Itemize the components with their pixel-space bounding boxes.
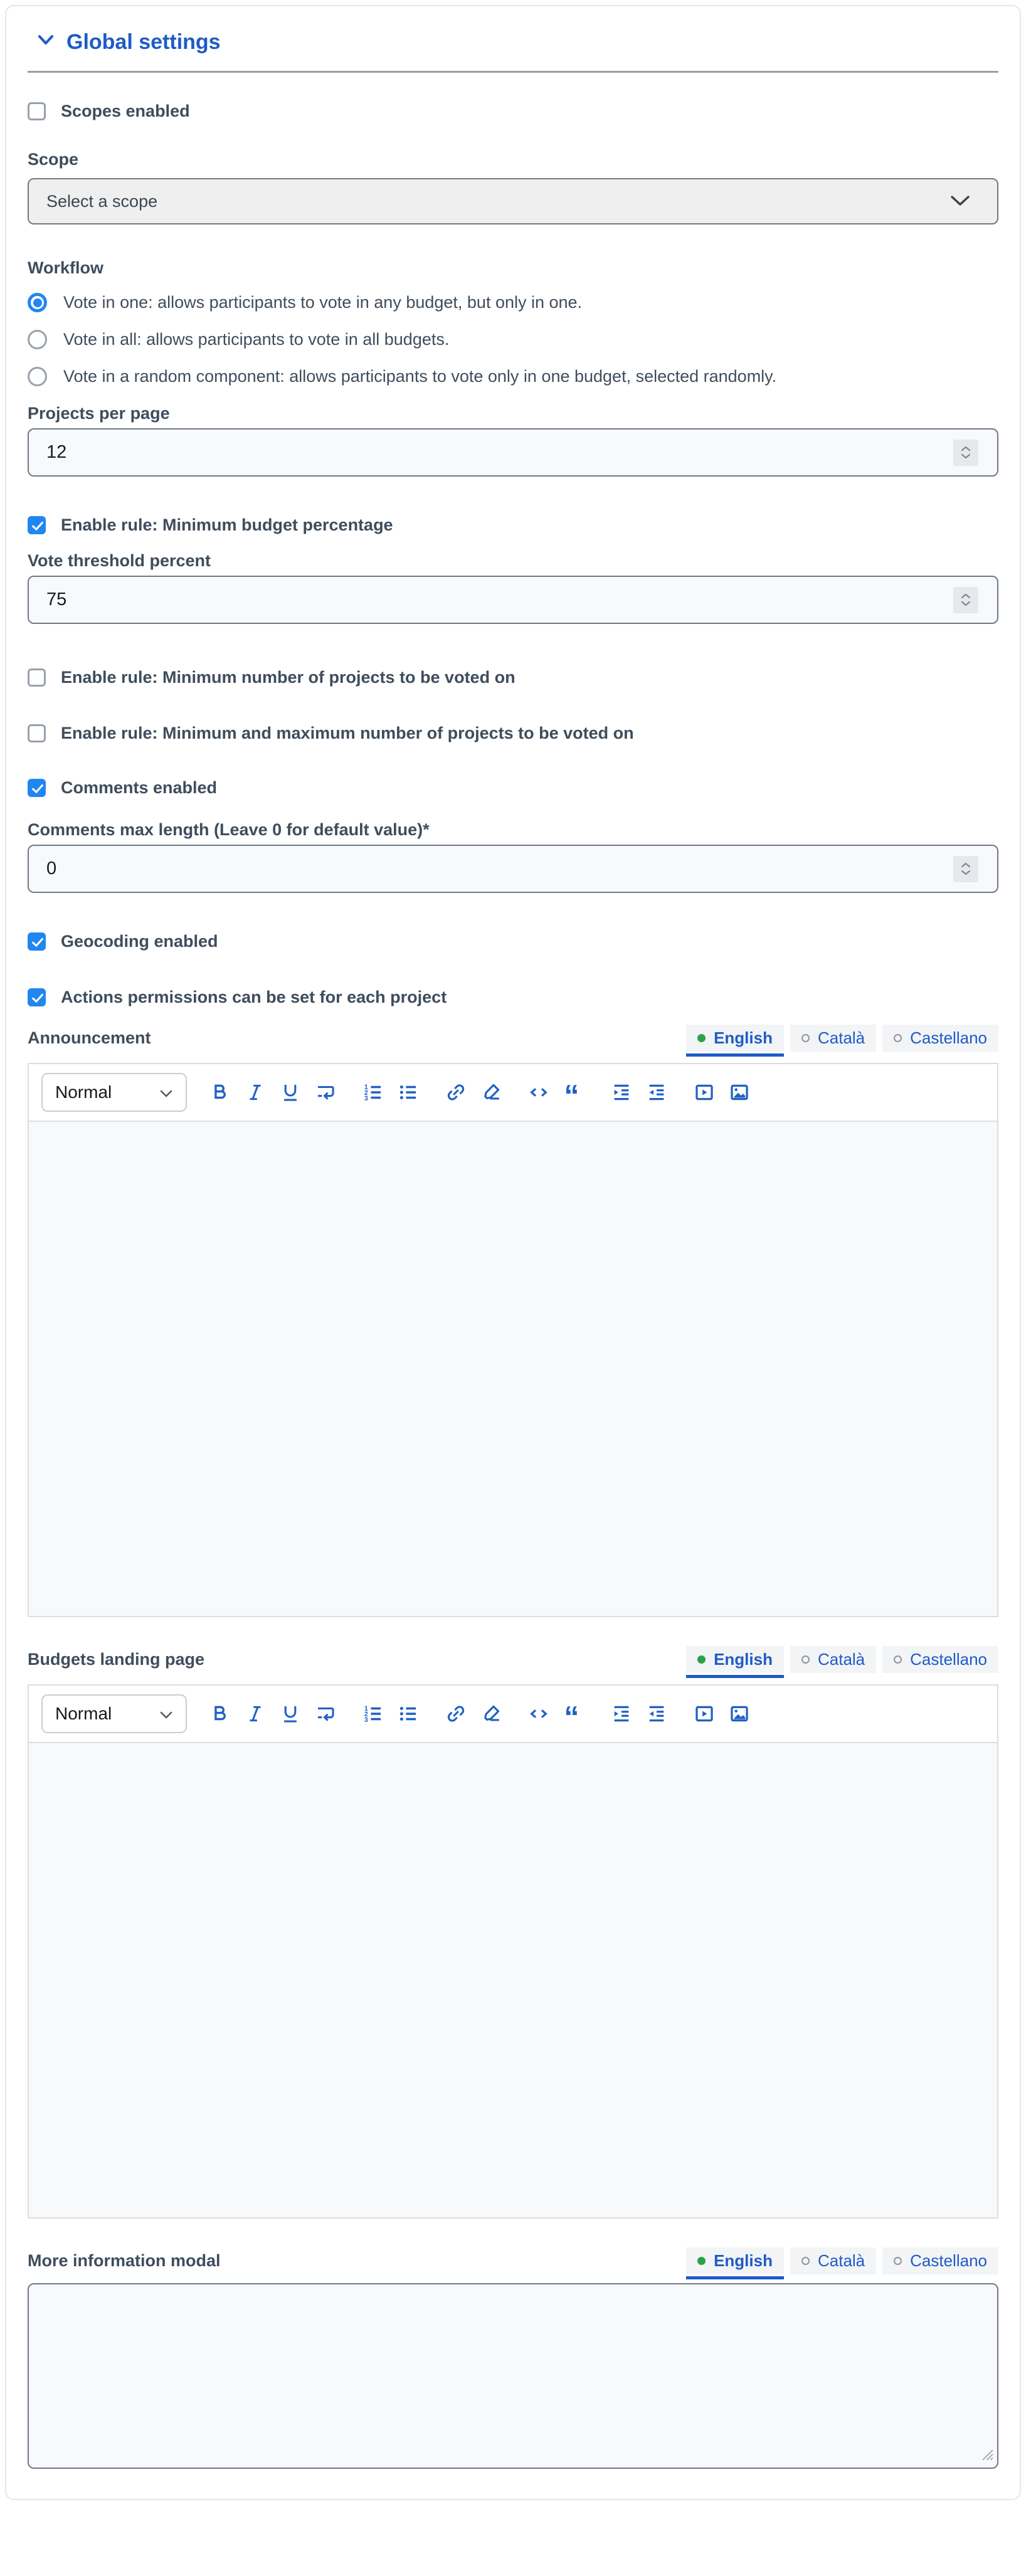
number-stepper[interactable] [953, 440, 978, 466]
paragraph-style-value: Normal [55, 1704, 112, 1723]
language-tab-castellano[interactable] [882, 1646, 998, 1673]
more-info-header-row [28, 2247, 998, 2274]
translation-status-dot [894, 1034, 902, 1042]
workflow-option-label: Vote in a random component: allows participants to vote only in one budget, selected randomly. [63, 367, 777, 386]
clear-format-button[interactable] [477, 1078, 505, 1107]
vote-threshold-value: 75 [46, 589, 67, 610]
language-tab-label: Català [817, 1028, 865, 1047]
comments-max-length-label: Comments max length (Leave 0 for default value)* [28, 820, 430, 839]
actions-permissions-checkbox[interactable] [28, 988, 46, 1006]
svg-text:“: “ [564, 1703, 579, 1724]
spinner-up-icon [960, 593, 971, 599]
translation-status-dot [697, 1034, 706, 1042]
svg-text:“: “ [564, 1082, 579, 1103]
language-tab-castellano[interactable] [882, 1025, 998, 1052]
workflow-option-row [28, 330, 998, 349]
language-tab-label: Castellano [910, 1028, 987, 1047]
language-tab-català[interactable] [790, 1025, 876, 1052]
more-info-textarea[interactable] [28, 2283, 998, 2469]
code-button[interactable] [524, 1699, 553, 1728]
translation-status-dot [801, 1034, 810, 1042]
number-stepper[interactable] [953, 587, 978, 613]
spinner-up-icon [960, 862, 971, 868]
link-button[interactable] [442, 1078, 470, 1107]
rule-min-budget-row [28, 515, 998, 535]
announcement-language-tabs [686, 1025, 998, 1052]
scopes-enabled-row [28, 102, 998, 121]
comments-max-length-value: 0 [46, 858, 57, 879]
workflow-option-row [28, 367, 998, 386]
geocoding-enabled-row [28, 932, 998, 951]
workflow-radio[interactable] [28, 330, 47, 349]
actions-permissions-label: Actions permissions can be set for each project [61, 988, 447, 1006]
rule-min-max-projects-label: Enable rule: Minimum and maximum number of projects to be voted on [61, 724, 634, 742]
spinner-up-icon [960, 445, 971, 452]
language-tab-english[interactable] [686, 1025, 784, 1052]
panel-title: Global settings [66, 30, 221, 54]
rule-min-projects-row [28, 668, 998, 687]
italic-button[interactable] [241, 1699, 270, 1728]
language-tab-label: English [714, 2251, 773, 2270]
workflow-radio[interactable] [28, 367, 47, 386]
actions-permissions-row [28, 988, 998, 1007]
language-tab-label: Castellano [910, 1650, 987, 1669]
announcement-label: Announcement [28, 1028, 151, 1047]
ordered-list-button[interactable] [359, 1699, 388, 1728]
underline-button[interactable] [276, 1699, 305, 1728]
scope-select[interactable] [28, 178, 998, 224]
ordered-list-button[interactable] [359, 1078, 388, 1107]
budgets-landing-editor-body[interactable] [29, 1743, 997, 2217]
paragraph-style-select[interactable] [41, 1694, 187, 1733]
scope-label: Scope [28, 150, 79, 169]
vote-threshold-label: Vote threshold percent [28, 551, 211, 570]
language-tab-label: English [714, 1028, 773, 1047]
underline-button[interactable] [276, 1078, 305, 1107]
divider [28, 71, 998, 73]
comments-enabled-checkbox[interactable] [28, 779, 46, 797]
workflow-radio[interactable] [28, 293, 47, 312]
indent-increase-button[interactable] [607, 1699, 636, 1728]
translation-status-dot [894, 2257, 902, 2265]
bullet-list-button[interactable] [394, 1078, 423, 1107]
language-tab-label: English [714, 1650, 773, 1669]
image-button[interactable] [725, 1699, 754, 1728]
video-embed-button[interactable] [690, 1699, 719, 1728]
language-tab-label: Català [817, 1650, 865, 1669]
announcement-editor-body[interactable] [29, 1122, 997, 1616]
chevron-down-icon [949, 192, 971, 211]
paragraph-style-select[interactable] [41, 1073, 187, 1112]
projects-per-page-value: 12 [46, 442, 67, 462]
svg-text:3: 3 [364, 1094, 368, 1102]
rule-min-projects-checkbox[interactable] [28, 668, 46, 687]
budgets-landing-editor [28, 1684, 998, 2219]
workflow-option-label: Vote in one: allows participants to vote in any budget, but only in one. [63, 293, 583, 312]
comments-enabled-row [28, 778, 998, 798]
bullet-list-button[interactable] [394, 1699, 423, 1728]
video-embed-button[interactable] [690, 1078, 719, 1107]
chevron-down-icon [159, 1082, 173, 1102]
geocoding-enabled-label: Geocoding enabled [61, 932, 218, 951]
scopes-enabled-checkbox[interactable] [28, 102, 46, 120]
translation-status-dot [697, 2257, 706, 2265]
svg-text:2: 2 [364, 1710, 368, 1718]
svg-text:1: 1 [364, 1705, 368, 1713]
projects-per-page-input[interactable] [28, 428, 998, 477]
italic-button[interactable] [241, 1078, 270, 1107]
line-break-button[interactable] [311, 1078, 340, 1107]
link-button[interactable] [442, 1699, 470, 1728]
line-break-button[interactable] [311, 1699, 340, 1728]
spinner-down-icon [960, 453, 971, 460]
svg-text:2: 2 [364, 1089, 368, 1097]
global-settings-accordion-toggle[interactable] [35, 30, 998, 55]
bold-button[interactable] [206, 1699, 235, 1728]
projects-per-page-label: Projects per page [28, 404, 170, 423]
more-info-language-tabs [686, 2247, 998, 2274]
rule-min-max-projects-row [28, 724, 998, 743]
language-tab-castellano[interactable] [882, 2247, 998, 2274]
image-button[interactable] [725, 1078, 754, 1107]
code-button[interactable] [524, 1078, 553, 1107]
geocoding-enabled-checkbox[interactable] [28, 932, 46, 951]
announcement-editor [28, 1063, 998, 1617]
translation-status-dot [697, 1655, 706, 1664]
language-tab-català[interactable] [790, 2247, 876, 2274]
indent-increase-button[interactable] [607, 1078, 636, 1107]
number-stepper[interactable] [953, 856, 978, 882]
indent-decrease-button[interactable] [642, 1699, 671, 1728]
workflow-option-label: Vote in all: allows participants to vote in all budgets. [63, 330, 450, 349]
comments-enabled-label: Comments enabled [61, 778, 218, 797]
rule-min-max-projects-checkbox[interactable] [28, 724, 46, 742]
bold-button[interactable] [206, 1078, 235, 1107]
language-tab-label: Català [817, 2251, 865, 2270]
spinner-down-icon [960, 869, 971, 876]
workflow-option-row [28, 293, 998, 312]
chevron-down-icon [159, 1704, 173, 1724]
rule-min-budget-label: Enable rule: Minimum budget percentage [61, 515, 393, 534]
blockquote-button[interactable] [559, 1078, 588, 1107]
workflow-label: Workflow [28, 258, 103, 277]
svg-text:1: 1 [364, 1084, 368, 1092]
rule-min-budget-checkbox[interactable] [28, 516, 46, 534]
budgets-landing-header-row [28, 1646, 998, 1673]
comments-max-length-input[interactable] [28, 845, 998, 893]
indent-decrease-button[interactable] [642, 1078, 671, 1107]
scopes-enabled-label: Scopes enabled [61, 102, 190, 120]
translation-status-dot [801, 2257, 810, 2265]
more-info-label: More information modal [28, 2251, 221, 2270]
language-tab-label: Castellano [910, 2251, 987, 2270]
vote-threshold-input[interactable] [28, 576, 998, 624]
spinner-down-icon [960, 600, 971, 607]
global-settings-panel [5, 5, 1021, 2500]
budgets-landing-label: Budgets landing page [28, 1650, 205, 1669]
editor-toolbar [29, 1064, 997, 1122]
svg-text:3: 3 [364, 1716, 368, 1724]
language-tab-català[interactable] [790, 1646, 876, 1673]
language-tab-english[interactable] [686, 2247, 784, 2274]
paragraph-style-value: Normal [55, 1082, 112, 1102]
announcement-header-row [28, 1025, 998, 1052]
scope-select-value: Select a scope [46, 191, 158, 211]
translation-status-dot [801, 1655, 810, 1664]
translation-status-dot [894, 1655, 902, 1664]
rule-min-projects-label: Enable rule: Minimum number of projects to be voted on [61, 668, 516, 687]
resize-handle[interactable] [982, 2449, 993, 2464]
chevron-down-icon [35, 33, 56, 52]
workflow-radio-group [28, 293, 998, 386]
language-tab-english[interactable] [686, 1646, 784, 1673]
blockquote-button[interactable] [559, 1699, 588, 1728]
budgets-landing-language-tabs [686, 1646, 998, 1673]
editor-toolbar [29, 1686, 997, 1743]
clear-format-button[interactable] [477, 1699, 505, 1728]
